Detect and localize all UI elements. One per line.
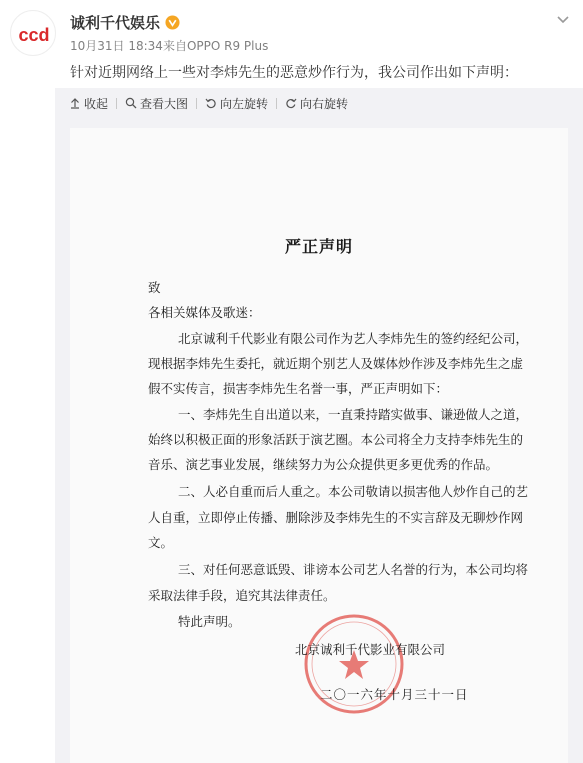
magnifier-icon [125,97,137,109]
statement-line: 北京诚利千代影业有限公司作为艺人李炜先生的签约经纪公司， [178,331,529,346]
rotate-left-label: 向左旋转 [220,96,269,111]
statement-salutation: 致 [148,280,161,295]
brand-logo-icon [11,11,56,56]
rotate-left-icon [205,97,217,109]
toolbar-divider [276,98,277,109]
view-large-button[interactable] [125,95,188,112]
statement-line: 一、李炜先生自出道以来，一直秉持踏实做事、谦逊做人之道， [178,407,529,422]
collapse-label: 收起 [84,96,109,111]
media-container [55,88,583,763]
post-date[interactable]: 10月31日 18:34 [70,39,163,53]
statement-line: 始终以积极正面的形象活跃于演艺圈。本公司将全力支持李炜先生的 [148,432,524,447]
statement-closing: 特此声明。 [178,614,241,629]
rotate-right-icon [285,97,297,109]
statement-line: 现根据李炜先生委托，就近期个别艺人及媒体炒作涉及李炜先生之虚 [148,356,524,371]
media-toolbar [55,88,583,118]
rotate-left-button[interactable] [205,95,268,112]
statement-line: 假不实传言，损害李炜先生名誉一事，严正声明如下： [148,381,449,396]
statement-addressee: 各相关媒体及歌迷： [148,305,261,320]
statement-company: 北京诚利千代影业有限公司 [295,642,446,657]
collapse-arrow-icon [69,97,81,109]
verified-badge-icon [165,15,180,30]
post-text: 针对近期网络上一些对李炜先生的恶意炒作行为，我公司作出如下声明： [70,65,518,81]
statement-title: 严正声明 [284,237,353,256]
toolbar-divider [196,98,197,109]
statement-date: 二〇一六年十月三十一日 [320,687,469,702]
statement-line: 三、对任何恶意诋毁、诽谤本公司艺人名誉的行为，本公司均将 [178,562,529,577]
collapse-button[interactable] [69,95,108,112]
statement-line: 音乐、演艺事业发展，继续努力为公众提供更多更优秀的作品。 [148,457,499,472]
post-meta [70,37,268,54]
statement-line: 文。 [148,535,174,550]
toolbar-divider [116,98,117,109]
statement-line: 人自重，立即停止传播、删除涉及李炜先生的不实言辞及无聊炒作网 [148,510,524,525]
chevron-down-icon[interactable] [553,10,573,30]
statement-image[interactable] [70,128,568,763]
avatar[interactable] [10,10,56,56]
avatar-logo-text: ccd [18,25,50,45]
author-name[interactable]: 诚利千代娱乐 [70,13,161,32]
view-large-label: 查看大图 [140,96,189,111]
post-source: 来自OPPO R9 Plus [162,39,269,53]
statement-line: 采取法律手段，追究其法律责任。 [148,588,336,603]
rotate-right-label: 向右旋转 [300,96,349,111]
statement-line: 二、人必自重而后人重之。本公司敬请以损害他人炒作自己的艺 [178,484,529,499]
author-row [70,12,180,32]
rotate-right-button[interactable] [285,95,348,112]
